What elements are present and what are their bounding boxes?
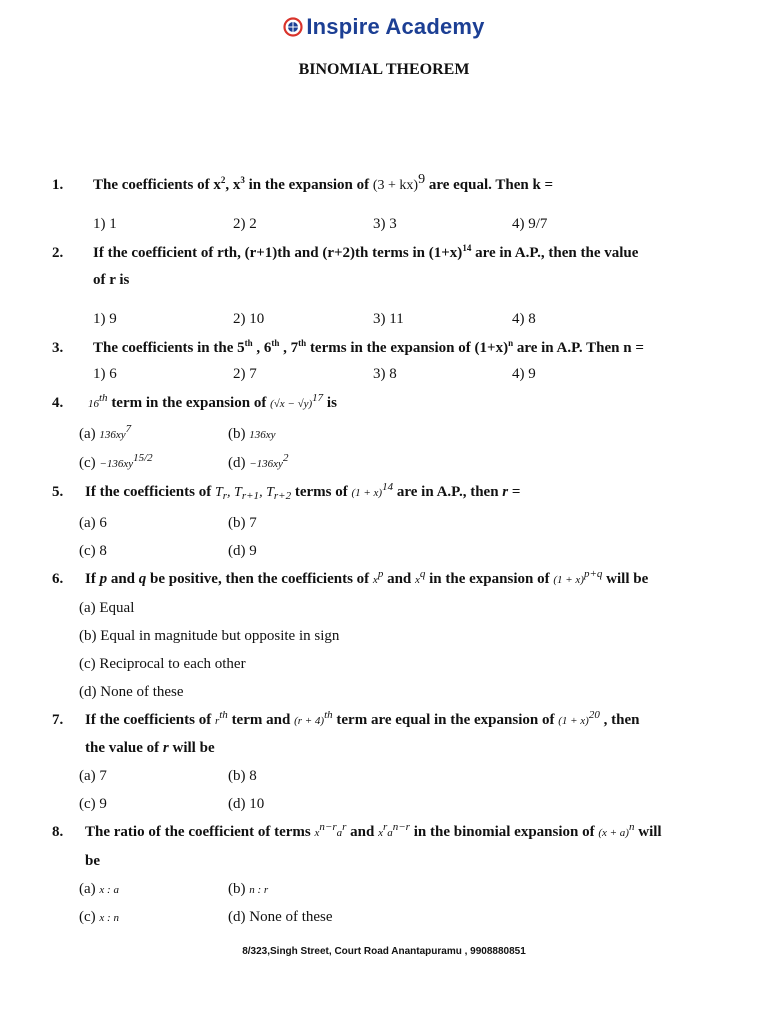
footer-address: 8/323,Singh Street, Court Road Anantapuramu , 9908880851 xyxy=(242,946,526,957)
question-text: The ratio of the coefficient of terms $x^{n-r}a^r$ and $x^ra^{n-r}$ in the binomial expansion of $(x + a)^n$ will xyxy=(85,821,662,840)
option: 1) 1 xyxy=(93,216,117,232)
question-text: The coefficients in the 5th , 6th , 7th terms in the expansion of $(1+x)^n$ are in A.P. Then n = xyxy=(93,338,644,356)
option: (a) 6 xyxy=(79,515,107,531)
academy-logo xyxy=(0,14,768,42)
option: (c) x : n xyxy=(79,909,119,925)
question-text: If the coefficients of $T_r$, $T_{r+1}$, $T_{r+2}$ terms of $(1 + x)^{14}$ are in A.P., then r = xyxy=(85,481,521,502)
option: 4) 9 xyxy=(512,366,536,382)
question-number: 7. xyxy=(52,712,64,728)
option: (d) 9 xyxy=(228,543,257,559)
option: 1) 9 xyxy=(93,311,117,327)
option: 1) 6 xyxy=(93,366,117,382)
option: (b) Equal in magnitude but opposite in sign xyxy=(79,628,340,644)
option: (b) 136xy xyxy=(228,426,276,442)
option: (c) 9 xyxy=(79,796,107,812)
option: (c) 8 xyxy=(79,543,107,559)
question-number: 8. xyxy=(52,824,64,840)
option: (c) Reciprocal to each other xyxy=(79,656,246,672)
option: (a) x : a xyxy=(79,881,119,897)
question-number: 6. xyxy=(52,571,64,587)
question-number: 4. xyxy=(52,395,64,411)
option: 2) 7 xyxy=(233,366,257,382)
question-text-continued: the value of r will be xyxy=(85,740,215,756)
question-text: If p and q be positive, then the coefficients of $x^p$ and $x^q$ in the expansion of $(1 + x)^{p+q}$ will be xyxy=(85,568,649,587)
option: (b) 8 xyxy=(228,768,257,784)
option: $(c) -136xy^{15/2}$ xyxy=(79,452,153,471)
option: (d) None of these xyxy=(79,684,184,700)
option: (d) None of these xyxy=(228,909,333,925)
question-text: If the coefficient of rth, (r+1)th and (r+2)th terms in $(1+x)^{14}$ are in A.P., then the value xyxy=(93,243,639,261)
question-text: 16th term in the expansion of $(√x - √y)^{17}$ is xyxy=(88,392,337,411)
option: (d) 10 xyxy=(228,796,265,812)
option: 4) 8 xyxy=(512,311,536,327)
question-text-continued: of r is xyxy=(93,272,130,288)
option: 4) 9/7 xyxy=(512,216,548,232)
option: 2) 10 xyxy=(233,311,265,327)
question-text-continued: be xyxy=(85,853,100,869)
option: (a) Equal xyxy=(79,600,135,616)
option: 3) 11 xyxy=(373,311,404,327)
globe-logo-icon xyxy=(283,17,303,37)
question-text: If the coefficients of $r^{th}$ term and $(r + 4)^{th}$ term are equal in the expansion of $(1 + x)^{20}$ , then xyxy=(85,709,640,728)
brand-name: Inspire Academy xyxy=(306,14,485,39)
page-title: BINOMIAL THEOREM xyxy=(298,61,470,78)
option: (b) n : r xyxy=(228,881,269,897)
question-number: 5. xyxy=(52,484,64,500)
option: (b) 7 xyxy=(228,515,257,531)
option: 3) 3 xyxy=(373,216,397,232)
question-number: 3. xyxy=(52,340,64,356)
question-number: 2. xyxy=(52,245,64,261)
option: (a) 7 xyxy=(79,768,107,784)
option: 3) 8 xyxy=(373,366,397,382)
question-number: 1. xyxy=(52,177,64,193)
option: (a) $136xy^7$ xyxy=(79,423,132,442)
question-text: The coefficients of $x^2$, $x^3$ in the expansion of (3 + kx)$^9$ are equal. Then k = xyxy=(93,172,554,193)
option: $(d) -136xy^2$ xyxy=(228,452,289,471)
option: 2) 2 xyxy=(233,216,257,232)
